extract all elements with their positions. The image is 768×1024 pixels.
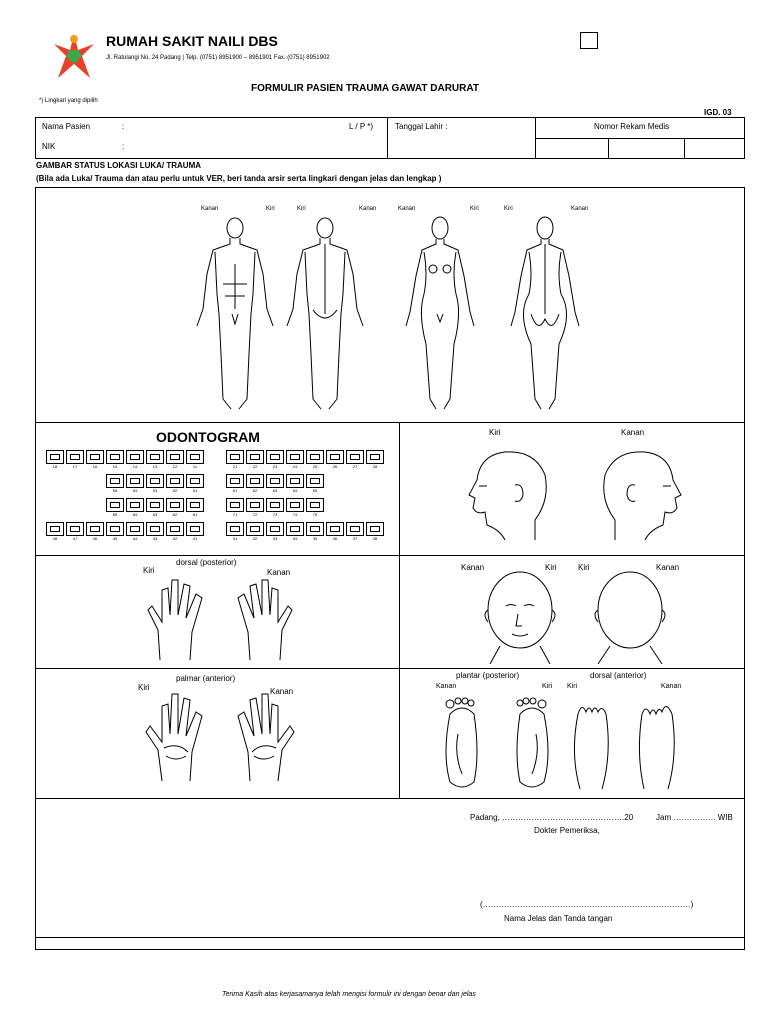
tooth-surface xyxy=(230,478,240,484)
tooth-number: 85 xyxy=(112,512,118,517)
tooth-number: 63 xyxy=(272,488,278,493)
tooth-surface xyxy=(110,478,120,484)
male-front-figure xyxy=(197,218,273,409)
place-date[interactable]: Padang, ……………………………………….20 xyxy=(470,813,634,822)
tooth[interactable] xyxy=(226,498,244,512)
tooth-number: 52 xyxy=(172,488,178,493)
tooth-surface xyxy=(170,526,180,532)
tooth[interactable] xyxy=(106,450,124,464)
palmar-right-hand xyxy=(238,694,294,781)
tooth[interactable] xyxy=(166,522,184,536)
tooth-number: 38 xyxy=(372,536,378,541)
tooth-number: 72 xyxy=(252,512,258,517)
tooth[interactable] xyxy=(246,498,264,512)
tooth[interactable] xyxy=(106,474,124,488)
tooth-surface xyxy=(310,526,320,532)
tooth[interactable] xyxy=(146,450,164,464)
tooth[interactable] xyxy=(306,498,324,512)
tooth-number: 82 xyxy=(172,512,178,517)
tooth-number: 32 xyxy=(252,536,258,541)
palmar-hands-title: palmar (anterior) xyxy=(176,674,236,683)
odontogram-title: ODONTOGRAM xyxy=(156,429,260,445)
tooth-surface xyxy=(150,502,160,508)
tooth[interactable] xyxy=(126,474,144,488)
tooth[interactable] xyxy=(226,450,244,464)
tooth-number: 25 xyxy=(312,464,318,469)
feet-title-right: dorsal (anterior) xyxy=(590,671,647,680)
tooth-surface xyxy=(170,502,180,508)
feet-label-4: Kanan xyxy=(661,683,682,690)
hospital-logo xyxy=(50,30,98,80)
time-field[interactable]: Jam ……………. WIB xyxy=(656,813,733,822)
tooth-surface xyxy=(130,502,140,508)
tooth-number: 16 xyxy=(92,464,98,469)
tooth-number: 75 xyxy=(312,512,318,517)
tooth-surface xyxy=(90,526,100,532)
tooth[interactable] xyxy=(146,522,164,536)
tooth[interactable] xyxy=(346,522,364,536)
tooth-number: 47 xyxy=(72,536,78,541)
tooth-surface xyxy=(290,526,300,532)
tooth-surface xyxy=(310,502,320,508)
tooth[interactable] xyxy=(306,450,324,464)
tooth-surface xyxy=(190,454,200,460)
tooth-surface xyxy=(190,478,200,484)
male-back-figure xyxy=(287,218,363,409)
tooth-surface xyxy=(250,454,260,460)
tooth-surface xyxy=(250,478,260,484)
section-instruction: (Bila ada Luka/ Trauma dan atau perlu untuk VER, beri tanda arsir serta lingkari dengan jelas dan lengkap ) xyxy=(36,174,442,183)
tooth-surface xyxy=(190,526,200,532)
dorsal-hands-left-label: Kiri xyxy=(143,566,155,575)
tooth-surface xyxy=(290,478,300,484)
tooth-number: 12 xyxy=(172,464,178,469)
tooth-surface xyxy=(250,526,260,532)
tooth-number: 18 xyxy=(52,464,58,469)
tooth-number: 31 xyxy=(232,536,238,541)
tooth[interactable] xyxy=(166,450,184,464)
tooth-number: 65 xyxy=(312,488,318,493)
head-profile-right-label: Kanan xyxy=(621,428,645,437)
hospital-name: RUMAH SAKIT NAILI DBS xyxy=(106,33,278,49)
tooth-surface xyxy=(150,454,160,460)
tooth-surface xyxy=(270,502,280,508)
head-right-profile xyxy=(604,452,681,540)
signature-line[interactable]: (……………………………………………………………………) xyxy=(480,900,694,909)
tooth-number: 36 xyxy=(332,536,338,541)
doctor-label: Dokter Pemeriksa, xyxy=(534,826,600,835)
palmar-hands-right-label: Kanan xyxy=(270,687,294,696)
head-profile-left-label: Kiri xyxy=(489,428,501,437)
tooth-surface xyxy=(270,454,280,460)
tooth[interactable] xyxy=(126,498,144,512)
tooth[interactable] xyxy=(186,522,204,536)
tooth[interactable] xyxy=(226,474,244,488)
palmar-hands-left-label: Kiri xyxy=(138,683,150,692)
tooth-number: 61 xyxy=(232,488,238,493)
tooth-number: 11 xyxy=(192,464,198,469)
form-code: IGD. 03 xyxy=(704,108,732,117)
tooth-number: 44 xyxy=(132,536,138,541)
tooth-surface xyxy=(130,526,140,532)
tooth[interactable] xyxy=(266,474,284,488)
tooth-number: 74 xyxy=(292,512,298,517)
face-label-1: Kanan xyxy=(461,563,485,572)
tooth[interactable] xyxy=(166,474,184,488)
nik-label: NIK xyxy=(42,142,56,151)
body-figures-diagram[interactable] xyxy=(180,214,600,414)
tooth-number: 71 xyxy=(232,512,238,517)
nik-colon: : xyxy=(122,142,125,151)
feet-label-1: Kanan xyxy=(436,683,457,690)
body-label-6: Kiri xyxy=(470,206,479,212)
head-back xyxy=(595,572,665,664)
name-input[interactable] xyxy=(130,120,340,134)
name-colon: : xyxy=(122,122,125,131)
tooth[interactable] xyxy=(106,498,124,512)
tooth-surface xyxy=(50,526,60,532)
tooth[interactable] xyxy=(166,498,184,512)
tooth-surface xyxy=(310,478,320,484)
tooth-surface xyxy=(110,526,120,532)
dob-label: Tanggal Lahir : xyxy=(395,122,448,131)
foot-plantar-left xyxy=(517,698,548,787)
tooth-surface xyxy=(230,454,240,460)
tooth[interactable] xyxy=(46,450,64,464)
odontogram-chart[interactable] xyxy=(46,450,386,550)
dorsal-hands-diagram[interactable] xyxy=(140,570,300,665)
head-profiles-diagram[interactable] xyxy=(455,440,695,550)
female-back-figure xyxy=(511,217,579,409)
palmar-hands-diagram[interactable] xyxy=(140,686,300,786)
gender-label[interactable]: L / P *) xyxy=(349,122,374,131)
dorsal-right-hand xyxy=(238,580,292,660)
tooth-number: 34 xyxy=(292,536,298,541)
hospital-address: Jl. Ratulangi No. 24 Padang | Telp. (0751) 8951900 – 8951901 Fax. (0751) 8951902 xyxy=(106,55,330,61)
foot-dorsal-left xyxy=(574,707,608,789)
tooth-number: 64 xyxy=(292,488,298,493)
tooth-number: 13 xyxy=(152,464,158,469)
tooth[interactable] xyxy=(226,522,244,536)
tooth-number: 43 xyxy=(152,536,158,541)
tooth-surface xyxy=(350,454,360,460)
tooth-number: 28 xyxy=(372,464,378,469)
tooth-number: 27 xyxy=(352,464,358,469)
tooth-surface xyxy=(150,478,160,484)
tooth-surface xyxy=(50,454,60,460)
tooth-number: 84 xyxy=(132,512,138,517)
tooth-number: 54 xyxy=(132,488,138,493)
tooth-surface xyxy=(190,502,200,508)
body-label-1: Kanan xyxy=(201,206,219,212)
tooth[interactable] xyxy=(306,522,324,536)
dorsal-hands-right-label: Kanan xyxy=(267,568,291,577)
face-label-4: Kanan xyxy=(656,563,680,572)
face-front xyxy=(485,572,555,664)
body-label-4: Kanan xyxy=(359,206,377,212)
tooth[interactable] xyxy=(286,522,304,536)
tooth[interactable] xyxy=(186,498,204,512)
tooth-number: 26 xyxy=(332,464,338,469)
tooth-surface xyxy=(170,454,180,460)
palmar-left-hand xyxy=(146,694,202,781)
tooth[interactable] xyxy=(126,522,144,536)
tooth-number: 41 xyxy=(192,536,198,541)
tooth-surface xyxy=(330,454,340,460)
tooth-surface xyxy=(110,454,120,460)
feet-label-2: Kiri xyxy=(542,683,553,690)
foot-plantar-right xyxy=(446,698,477,787)
tooth-number: 51 xyxy=(192,488,198,493)
tooth-surface xyxy=(70,526,80,532)
tooth-surface xyxy=(290,502,300,508)
tooth-surface xyxy=(330,526,340,532)
tooth-surface xyxy=(150,526,160,532)
tooth-surface xyxy=(270,526,280,532)
tooth-number: 33 xyxy=(272,536,278,541)
circle-note: *) Lingkari yang dipilih xyxy=(39,98,98,104)
tooth[interactable] xyxy=(326,522,344,536)
tooth-number: 42 xyxy=(172,536,178,541)
tooth-number: 53 xyxy=(152,488,158,493)
tooth-surface xyxy=(70,454,80,460)
tooth[interactable] xyxy=(186,474,204,488)
tooth-number: 46 xyxy=(92,536,98,541)
tooth[interactable] xyxy=(266,498,284,512)
body-label-7: Kiri xyxy=(504,206,513,212)
face-label-2: Kiri xyxy=(545,563,557,572)
tooth-number: 48 xyxy=(52,536,58,541)
tooth[interactable] xyxy=(246,522,264,536)
tooth-surface xyxy=(230,526,240,532)
tooth-surface xyxy=(250,502,260,508)
tooth[interactable] xyxy=(86,450,104,464)
tooth-surface xyxy=(110,502,120,508)
tooth-number: 83 xyxy=(152,512,158,517)
tooth-number: 81 xyxy=(192,512,198,517)
tooth-surface xyxy=(290,454,300,460)
tooth[interactable] xyxy=(46,522,64,536)
dorsal-hands-title: dorsal (posterior) xyxy=(176,558,237,567)
tooth-surface xyxy=(230,502,240,508)
tooth[interactable] xyxy=(326,450,344,464)
tooth[interactable] xyxy=(266,522,284,536)
tooth[interactable] xyxy=(286,474,304,488)
tooth[interactable] xyxy=(186,450,204,464)
tooth-number: 17 xyxy=(72,464,78,469)
tooth-surface xyxy=(370,454,380,460)
tooth-number: 35 xyxy=(312,536,318,541)
tooth-surface xyxy=(130,454,140,460)
tooth[interactable] xyxy=(246,474,264,488)
tooth-surface xyxy=(270,478,280,484)
tooth[interactable] xyxy=(106,522,124,536)
tooth-number: 45 xyxy=(112,536,118,541)
tooth-number: 37 xyxy=(352,536,358,541)
signature-name-label: Nama Jelas dan Tanda tangan xyxy=(504,914,613,923)
tooth[interactable] xyxy=(266,450,284,464)
tooth[interactable] xyxy=(146,474,164,488)
body-label-3: Kiri xyxy=(297,206,306,212)
foot-dorsal-right xyxy=(639,706,674,789)
tooth-number: 22 xyxy=(252,464,258,469)
female-front-figure xyxy=(406,217,474,409)
feet-title-left: plantar (posterior) xyxy=(456,671,520,680)
tooth[interactable] xyxy=(366,522,384,536)
tooth[interactable] xyxy=(286,450,304,464)
form-title: FORMULIR PASIEN TRAUMA GAWAT DARURAT xyxy=(251,83,479,94)
tooth-surface xyxy=(170,478,180,484)
tooth-number: 14 xyxy=(132,464,138,469)
tooth[interactable] xyxy=(146,498,164,512)
body-label-5: Kanan xyxy=(398,206,416,212)
face-label-3: Kiri xyxy=(578,563,590,572)
tooth[interactable] xyxy=(346,450,364,464)
tooth-number: 21 xyxy=(232,464,238,469)
footer-note: Terima Kasih atas kerjasamanya telah mengisi formulir ini dengan benar dan jelas xyxy=(222,991,476,998)
feet-diagram[interactable] xyxy=(430,694,690,794)
tooth-number: 23 xyxy=(272,464,278,469)
checkbox[interactable] xyxy=(580,32,598,49)
tooth[interactable] xyxy=(66,522,84,536)
tooth[interactable] xyxy=(366,450,384,464)
tooth-surface xyxy=(310,454,320,460)
tooth[interactable] xyxy=(86,522,104,536)
tooth-number: 62 xyxy=(252,488,258,493)
tooth-number: 24 xyxy=(292,464,298,469)
tooth-surface xyxy=(90,454,100,460)
head-left-profile xyxy=(469,452,546,540)
dorsal-left-hand xyxy=(148,580,202,660)
body-label-2: Kiri xyxy=(266,206,275,212)
tooth-surface xyxy=(370,526,380,532)
tooth-number: 73 xyxy=(272,512,278,517)
tooth-number: 15 xyxy=(112,464,118,469)
tooth[interactable] xyxy=(286,498,304,512)
tooth-surface xyxy=(350,526,360,532)
faces-diagram[interactable] xyxy=(470,568,690,666)
tooth-number: 55 xyxy=(112,488,118,493)
feet-label-3: Kiri xyxy=(567,683,578,690)
body-label-8: Kanan xyxy=(571,206,589,212)
tooth[interactable] xyxy=(126,450,144,464)
tooth[interactable] xyxy=(66,450,84,464)
tooth-surface xyxy=(130,478,140,484)
tooth[interactable] xyxy=(306,474,324,488)
tooth[interactable] xyxy=(246,450,264,464)
section-title: GAMBAR STATUS LOKASI LUKA/ TRAUMA xyxy=(36,161,202,170)
mrn-label: Nomor Rekam Medis xyxy=(594,122,670,131)
name-label: Nama Pasien xyxy=(42,122,91,131)
